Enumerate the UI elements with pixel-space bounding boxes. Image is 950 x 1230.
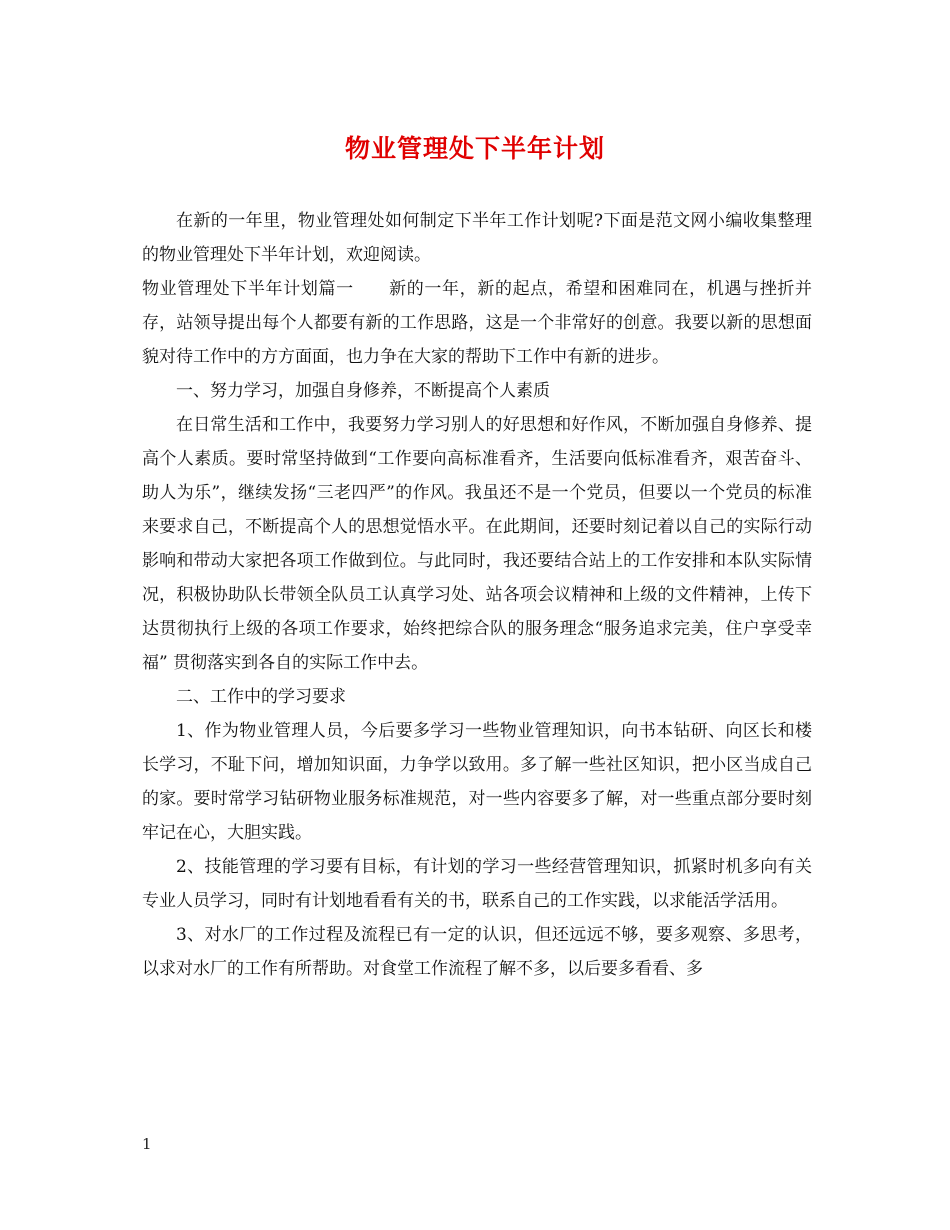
page-number: 1 (142, 1135, 152, 1153)
document-title: 物业管理处下半年计划 (344, 134, 605, 163)
heading-work-study: 二、工作中的学习要求 (176, 687, 346, 707)
item-3-paragraph: 3、对水厂的工作过程及流程已有一定的认识，但还远远不够，要多观察、多思考，以求对水厂的工作有所帮助。对食堂工作流程了解不多，以后要多看看、多 (142, 925, 812, 979)
item-2-paragraph: 2、技能管理的学习要有目标，有计划的学习一些经营管理知识，抓紧时机多向有关专业人员学习，同时有计划地看看有关的书，联系自己的工作实践，以求能活学活用。 (142, 857, 812, 911)
intro-paragraph: 在新的一年里，物业管理处如何制定下半年工作计划呢?下面是范文网小编收集整理的物业管理处下半年计划，欢迎阅读。 (142, 211, 812, 265)
study-paragraph: 在日常生活和工作中，我要努力学习别人的好思想和好作风，不断加强自身修养、提高个人素质。要时常坚持做到“工作要向高标准看齐，生活要向低标准看齐，艰苦奋斗、助人为乐”，继续发扬“三老四严”的作风。我虽还不是一个党员，但要以一个党员的标准来要求自己，不断提高个人的思想觉悟水平。在此期间，还要时刻记着以自己的实际行动影响和带动大家把各项工作做到位。与此同时，我还要结合站上的工作安排和本队实际情况，积极协助队长带领全队员工认真学习处、站各项会议精神和上级的文件精神，上传下达贯彻执行上级的各项工作要求，始终把综合队的服务理念“服务追求完美，住户享受幸福” 贯彻落实到各自的实际工作中去。 (142, 415, 812, 673)
heading-study: 一、努力学习，加强自身修养，不断提高个人素质 (176, 381, 550, 401)
document-body (142, 204, 812, 986)
item-1-paragraph: 1、作为物业管理人员，今后要多学习一些物业管理知识，向书本钻研、向区长和楼长学习，不耻下问，增加知识面，力争学以致用。多了解一些社区知识，把小区当成自己的家。要时常学习钻研物业服务标准规范，对一些内容要多了解，对一些重点部分要时刻牢记在心，大胆实践。 (142, 721, 812, 843)
section-one-paragraph: 物业管理处下半年计划篇一 新的一年，新的起点，希望和困难同在，机遇与挫折并存，站领导提出每个人都要有新的工作思路，这是一个非常好的创意。我要以新的思想面貌对待工作中的方方面面，也力争在大家的帮助下工作中有新的进步。 (142, 279, 812, 367)
